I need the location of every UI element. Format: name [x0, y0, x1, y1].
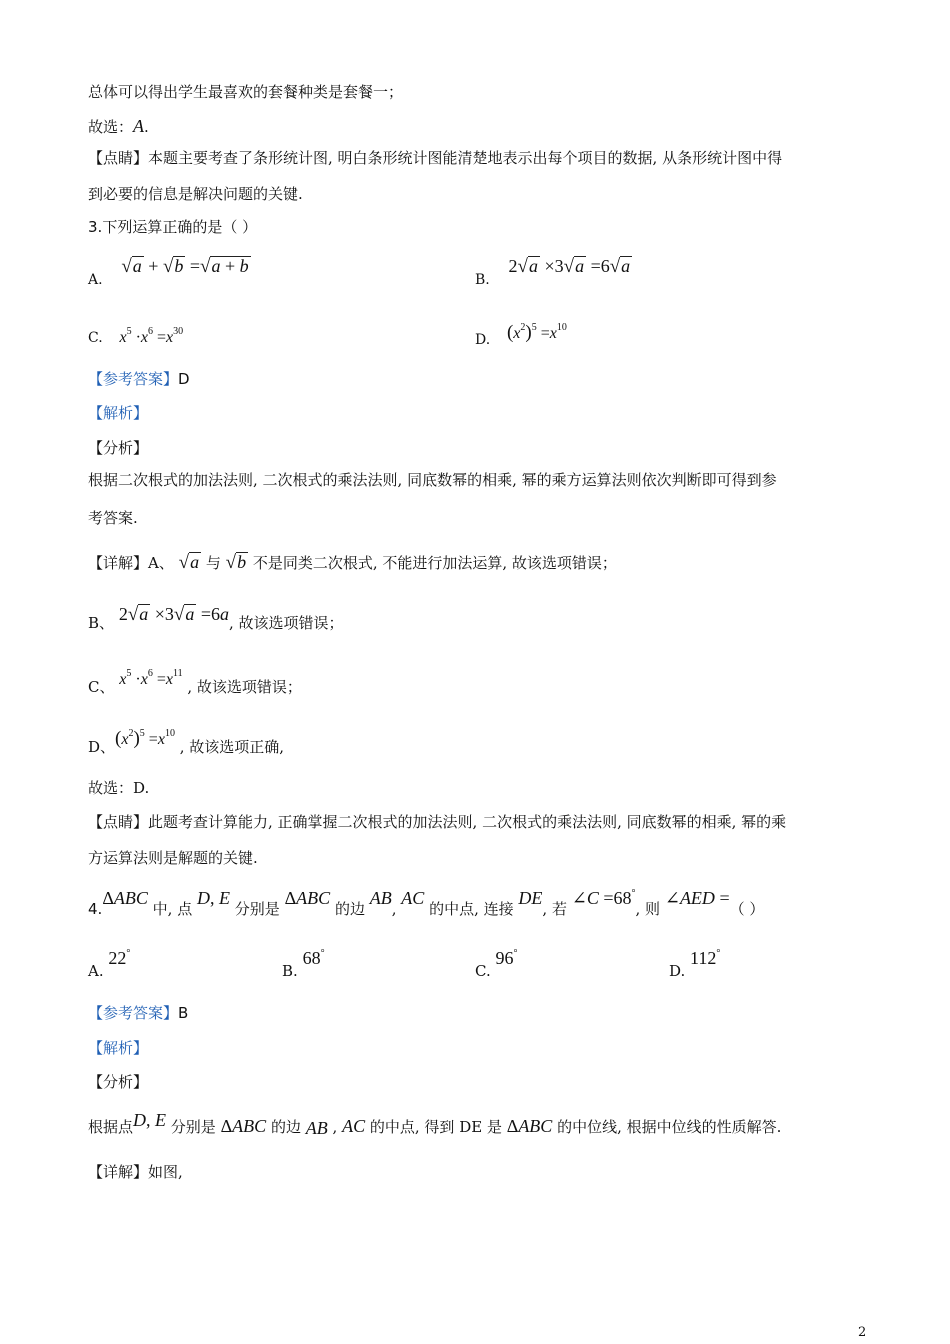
section-jiexi: 【解析】: [88, 1039, 149, 1057]
text-span: , 则: [635, 900, 661, 918]
question-3-stem: [88, 217, 257, 237]
option-value: 22: [108, 948, 127, 968]
detail-a: [88, 552, 617, 573]
text-span: （ ）: [729, 900, 765, 918]
text-span: 【详解】A、: [88, 554, 174, 572]
text-span: 不是同类二次根式, 不能进行加法运算, 故该选项错误；: [252, 554, 617, 572]
option-d: [669, 944, 721, 980]
text-line: 总体可以得出学生最喜欢的套餐种类是套餐一；: [88, 83, 404, 101]
answer-label: 【参考答案】: [88, 1004, 179, 1022]
section-fenxi: 【分析】: [88, 1073, 149, 1091]
text-line: 方运算法则是解题的关键.: [88, 849, 258, 867]
question-4-stem: [88, 884, 765, 918]
formula: 112°: [690, 948, 721, 968]
text-span: D、: [88, 738, 116, 756]
text-line: [88, 116, 149, 137]
formula: 22°: [108, 948, 131, 968]
option-value: 68: [302, 948, 321, 968]
text-span: 分别是: [170, 1118, 216, 1136]
formula: AC: [401, 888, 425, 908]
text-span: 的中点, 连接: [429, 900, 514, 918]
text-span: 与: [205, 554, 221, 572]
formula: ΔABC: [284, 888, 331, 908]
text-span: 分别是: [234, 900, 280, 918]
formula: 2√a ×3√a =6√a: [508, 256, 631, 277]
option-value: 96: [495, 948, 514, 968]
text-span: 中, 点: [152, 900, 193, 918]
text-line: 【点睛】此题考查计算能力, 正确掌握二次根式的加法法则, 二次根式的乘法法则, 同底数幂的相乘, 幂的乘: [88, 813, 787, 831]
option-label: A.: [88, 962, 104, 980]
option-a: [88, 256, 251, 288]
answer-value: D: [178, 370, 190, 388]
section-fenxi: 【分析】: [88, 439, 149, 457]
text-line: 到必要的信息是解决问题的关键.: [88, 185, 303, 203]
answer-line: [88, 1003, 188, 1023]
formula: DE: [518, 888, 543, 908]
question-text: 下列运算正确的是（ ）: [102, 218, 258, 236]
formula: $(x^2)^5 =x^{10}$: [115, 728, 175, 749]
text-span: B、: [88, 614, 115, 632]
answer-value: B: [178, 1004, 189, 1022]
text-span: 的边: [334, 900, 365, 918]
option-label: C.: [88, 330, 103, 346]
text-span: , 若: [542, 900, 567, 918]
text-line: 【点睛】本题主要考查了条形统计图, 明白条形统计图能清楚地表示出每个项目的数据, 从条形统计图中得: [88, 149, 783, 167]
formula: ΔABC: [506, 1116, 553, 1136]
option-value: 112: [690, 948, 717, 968]
text-span: , 故该选项错误；: [187, 678, 302, 696]
formula: AB: [305, 1118, 328, 1138]
text-span: 的中点, 得到 DE 是: [369, 1118, 502, 1136]
formula: $x^5 \cdot x^6 =x^{30}$: [119, 326, 184, 346]
formula: ΔABC: [220, 1116, 267, 1136]
formula: ∠AED =: [664, 888, 730, 908]
question-number: 3.: [88, 218, 103, 236]
option-a: [88, 944, 131, 980]
text-line: 根据二次根式的加法法则, 二次根式的乘法法则, 同底数幂的相乘, 幂的乘方运算法则依次判断即可得到参: [88, 471, 777, 489]
text-span: 根据点: [88, 1118, 134, 1136]
math-span: A: [133, 116, 145, 136]
formula: ∠C =68°: [571, 888, 636, 908]
text-line: 考答案.: [88, 509, 138, 527]
option-b: [475, 256, 632, 288]
option-label: C.: [475, 962, 491, 980]
text-span: ,: [391, 900, 397, 918]
formula: √b: [225, 552, 247, 573]
option-label: D.: [669, 962, 686, 980]
option-label: B.: [282, 962, 298, 980]
formula: 2√a ×3√a =6a: [118, 604, 229, 625]
text-span: .: [144, 118, 149, 136]
option-label: D.: [475, 332, 491, 348]
detail-b: [88, 604, 344, 632]
formula: $(x^2)^5 =x^{10}$: [506, 322, 567, 343]
text-line: 【详解】如图,: [88, 1163, 183, 1181]
formula: 96°: [495, 948, 518, 968]
text-span: C、: [88, 678, 115, 696]
option-d: [475, 318, 567, 348]
question-number: 4.: [88, 900, 103, 918]
formula: √a + √b =√a + b: [121, 256, 249, 277]
text-span: 的中位线, 根据中位线的性质解答.: [557, 1118, 782, 1136]
formula: D, E: [133, 1110, 167, 1130]
text-span: , 故该选项正确,: [179, 738, 285, 756]
formula: 68°: [302, 948, 325, 968]
section-jiexi: 【解析】: [88, 404, 149, 422]
formula: D, E: [197, 888, 230, 908]
detail-d: [88, 724, 285, 756]
detail-c: [88, 664, 302, 696]
formula: √a: [178, 552, 200, 573]
page-number: 2: [858, 1325, 867, 1340]
text-span: ,: [332, 1118, 338, 1136]
text-span: , 故该选项错误；: [229, 614, 344, 632]
formula: ΔABC: [102, 888, 148, 908]
formula: AB: [369, 888, 392, 908]
answer-line: [88, 369, 190, 389]
option-c: [475, 944, 518, 980]
text-line: [88, 1110, 782, 1138]
option-label: B.: [475, 272, 490, 288]
text-line: 故选：D.: [88, 779, 150, 797]
formula: AC: [342, 1116, 366, 1136]
option-b: [282, 944, 325, 980]
text-span: 故选：: [88, 118, 134, 136]
formula: $x^5 \cdot x^6 =x^{11}$: [119, 668, 183, 688]
option-c: [88, 322, 183, 348]
text-span: 的边: [270, 1118, 301, 1136]
answer-label: 【参考答案】: [88, 370, 179, 388]
option-label: A.: [88, 272, 103, 288]
